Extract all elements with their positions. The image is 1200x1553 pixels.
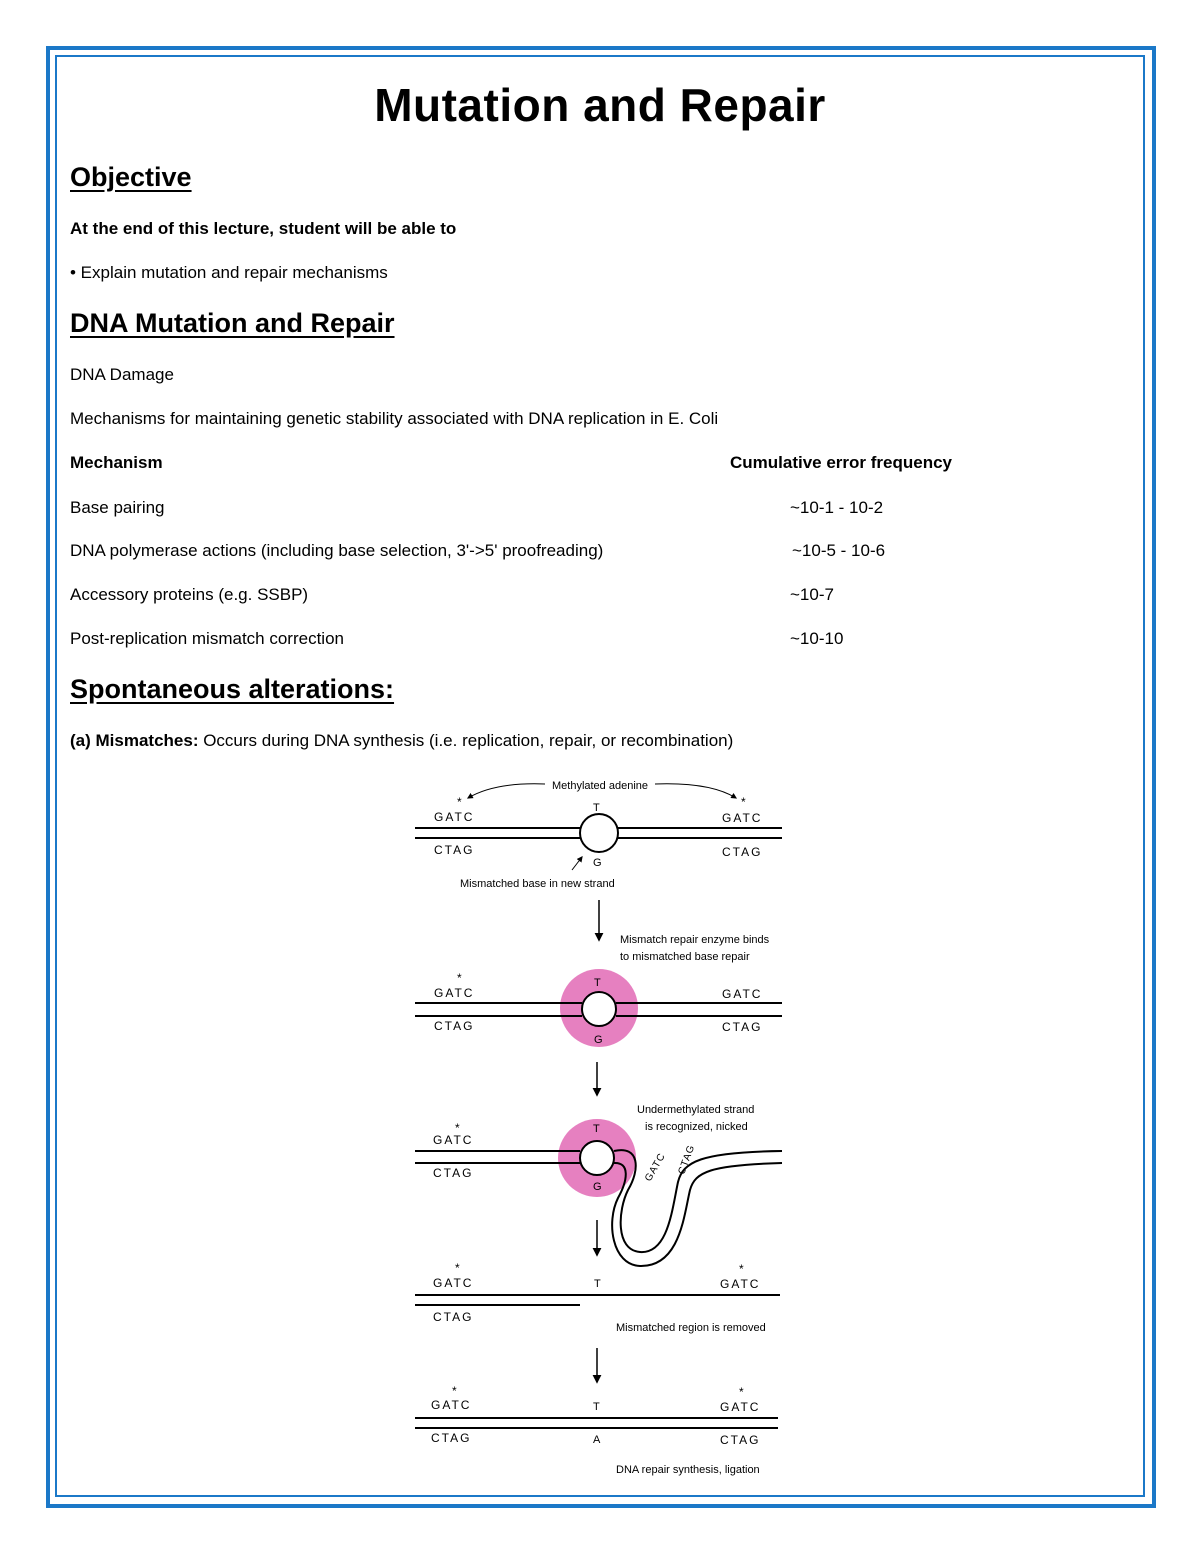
seq-ctag: CTAG bbox=[433, 1166, 474, 1180]
mismatches-item bbox=[70, 731, 733, 751]
stage-5 bbox=[415, 1384, 778, 1476]
seq-gatc: GATC bbox=[434, 810, 475, 824]
pointer-arrow bbox=[572, 857, 582, 870]
table-row-mechanism: Post-replication mismatch correction bbox=[70, 629, 344, 648]
seq-gatc: GATC bbox=[720, 1277, 761, 1291]
mechanisms-text: Mechanisms for maintaining genetic stability associated with DNA replication in E. Coli bbox=[70, 409, 719, 428]
arrow-to-left-methyl bbox=[468, 784, 545, 798]
caption-2a: Mismatch repair enzyme binds bbox=[620, 934, 770, 946]
seq-ctag: CTAG bbox=[722, 845, 763, 859]
table-row-frequency: ~10-1 - 10-2 bbox=[790, 498, 884, 517]
table-header-frequency: Cumulative error frequency bbox=[730, 453, 953, 472]
objective-intro: At the end of this lecture, student will be able to bbox=[70, 219, 457, 238]
base-g: G bbox=[594, 1034, 603, 1046]
table-header-mechanism: Mechanism bbox=[70, 453, 163, 472]
loop-gatc: GATC bbox=[643, 1151, 669, 1184]
seq-gatc: GATC bbox=[433, 1133, 474, 1147]
mismatches-label: (a) Mismatches: bbox=[70, 731, 199, 750]
page-title: Mutation and Repair bbox=[374, 79, 826, 131]
table-row-frequency: ~10-10 bbox=[790, 629, 844, 648]
methyl-star: * bbox=[455, 1261, 460, 1275]
methyl-star: * bbox=[455, 1121, 460, 1135]
seq-ctag: CTAG bbox=[431, 1431, 472, 1445]
methylated-label: Methylated adenine bbox=[551, 780, 649, 792]
base-t: T bbox=[594, 977, 601, 989]
table-row-frequency: ~10-7 bbox=[790, 585, 834, 604]
mismatch-repair-figure bbox=[400, 770, 820, 1485]
methyl-star: * bbox=[739, 1385, 744, 1399]
spontaneous-heading: Spontaneous alterations: bbox=[70, 674, 395, 704]
base-a: A bbox=[593, 1434, 601, 1446]
base-g: G bbox=[593, 857, 602, 869]
methyl-star: * bbox=[457, 971, 462, 985]
seq-gatc: GATC bbox=[434, 986, 475, 1000]
methyl-star: * bbox=[741, 795, 746, 809]
mismatch-bubble bbox=[580, 814, 618, 852]
table-row-mechanism: DNA polymerase actions (including base selection, 3'->5' proofreading) bbox=[70, 541, 604, 560]
seq-gatc: GATC bbox=[720, 1400, 761, 1414]
caption-3b: is recognized, nicked bbox=[645, 1121, 748, 1133]
dna-mutation-heading: DNA Mutation and Repair bbox=[70, 308, 395, 338]
stage-1 bbox=[415, 780, 782, 940]
base-t: T bbox=[593, 1123, 600, 1135]
table-row-mechanism: Accessory proteins (e.g. SSBP) bbox=[70, 585, 309, 604]
caption-3a: Undermethylated strand bbox=[637, 1104, 755, 1116]
seq-ctag: CTAG bbox=[722, 1020, 763, 1034]
caption-4: Mismatched region is removed bbox=[616, 1322, 766, 1334]
stage-2 bbox=[415, 934, 782, 1095]
dna-damage-text: DNA Damage bbox=[70, 365, 174, 384]
objective-bullet: • Explain mutation and repair mechanisms bbox=[70, 263, 388, 282]
stage-4 bbox=[415, 1261, 780, 1382]
mismatch-bubble bbox=[580, 1141, 614, 1175]
methyl-star: * bbox=[452, 1384, 457, 1398]
seq-ctag: CTAG bbox=[434, 1019, 475, 1033]
seq-ctag: CTAG bbox=[434, 843, 475, 857]
base-g: G bbox=[593, 1181, 602, 1193]
table-row-mechanism: Base pairing bbox=[70, 498, 165, 517]
loop-ctag: CTAG bbox=[676, 1143, 698, 1177]
seq-ctag: CTAG bbox=[433, 1310, 474, 1324]
table-row-frequency: ~10-5 - 10-6 bbox=[792, 541, 886, 560]
stage-3 bbox=[415, 1104, 782, 1266]
objective-heading: Objective bbox=[70, 162, 192, 192]
mismatches-text: Occurs during DNA synthesis (i.e. replication, repair, or recombination) bbox=[198, 731, 734, 750]
caption-1: Mismatched base in new strand bbox=[460, 878, 615, 890]
arrow-to-right-methyl bbox=[655, 784, 736, 798]
base-t: T bbox=[593, 802, 600, 814]
seq-ctag: CTAG bbox=[720, 1433, 761, 1447]
methyl-star: * bbox=[739, 1262, 744, 1276]
mismatch-bubble bbox=[582, 992, 616, 1026]
methyl-star: * bbox=[457, 795, 462, 809]
seq-gatc: GATC bbox=[433, 1276, 474, 1290]
looped-strand-inner bbox=[612, 1163, 782, 1266]
caption-5: DNA repair synthesis, ligation bbox=[616, 1464, 760, 1476]
base-t: T bbox=[593, 1401, 600, 1413]
seq-gatc: GATC bbox=[722, 811, 763, 825]
seq-gatc: GATC bbox=[431, 1398, 472, 1412]
looped-strand-outer bbox=[614, 1150, 782, 1252]
base-t: T bbox=[594, 1278, 601, 1290]
seq-gatc: GATC bbox=[722, 987, 763, 1001]
caption-2b: to mismatched base repair bbox=[620, 951, 750, 963]
